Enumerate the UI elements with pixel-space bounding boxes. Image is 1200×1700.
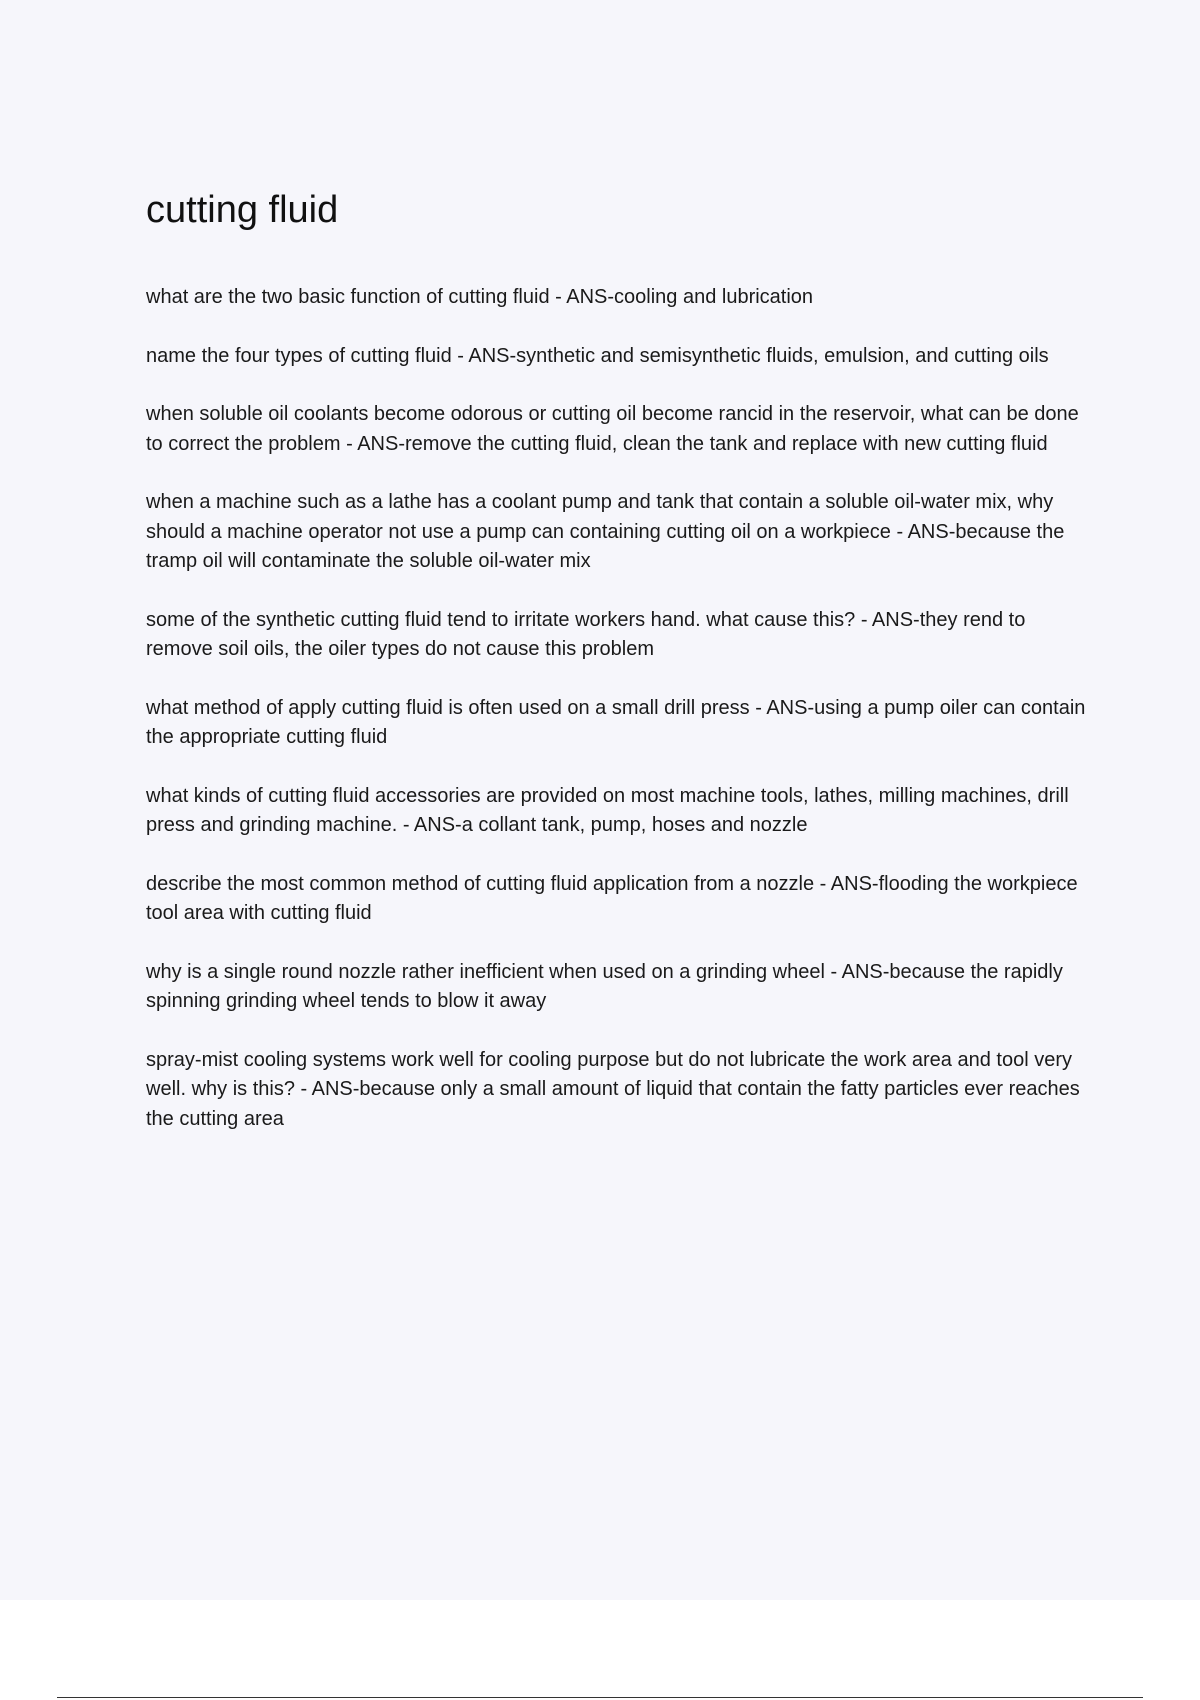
qa-item: some of the synthetic cutting fluid tend to irritate workers hand. what cause this? - ANS-they rend to remove soil oils, the oiler types do not cause this problem (146, 608, 1026, 660)
qa-item: when soluble oil coolants become odorous or cutting oil become rancid in the reservoir, what can be done to correct the problem - ANS-remove the cutting fluid, clean the tank and replace with new cutting fluid (146, 403, 1079, 455)
qa-item: spray-mist cooling systems work well for cooling purpose but do not lubricate the work area and tool very well. why is this? - ANS-because only a small amount of liquid that contain the fatty particles ever reaches the cutting area (146, 1048, 1080, 1130)
footer-divider (57, 1697, 1143, 1698)
document-content (146, 185, 1086, 1163)
qa-list (146, 283, 1086, 1134)
qa-item: name the four types of cutting fluid - ANS-synthetic and semisynthetic fluids, emulsion, and cutting oils (146, 344, 1049, 367)
qa-item: what kinds of cutting fluid accessories are provided on most machine tools, lathes, milling machines, drill press and grinding machine. - ANS-a collant tank, pump, hoses and nozzle (146, 784, 1069, 836)
qa-item: why is a single round nozzle rather inefficient when used on a grinding wheel - ANS-because the rapidly spinning grinding wheel tends to blow it away (146, 960, 1063, 1012)
qa-item: describe the most common method of cutting fluid application from a nozzle - ANS-flooding the workpiece tool area with cutting fluid (146, 872, 1078, 924)
qa-item: what method of apply cutting fluid is often used on a small drill press - ANS-using a pump oiler can contain the appropriate cutting fluid (146, 696, 1086, 748)
document-title: cutting fluid (146, 189, 339, 231)
qa-item: what are the two basic function of cutting fluid - ANS-cooling and lubrication (146, 286, 814, 308)
qa-item: when a machine such as a lathe has a coolant pump and tank that contain a soluble oil-water mix, why should a machine operator not use a pump can containing cutting oil on a workpiece - ANS-because the tramp oil will contaminate the soluble oil-water mix (146, 491, 1065, 572)
